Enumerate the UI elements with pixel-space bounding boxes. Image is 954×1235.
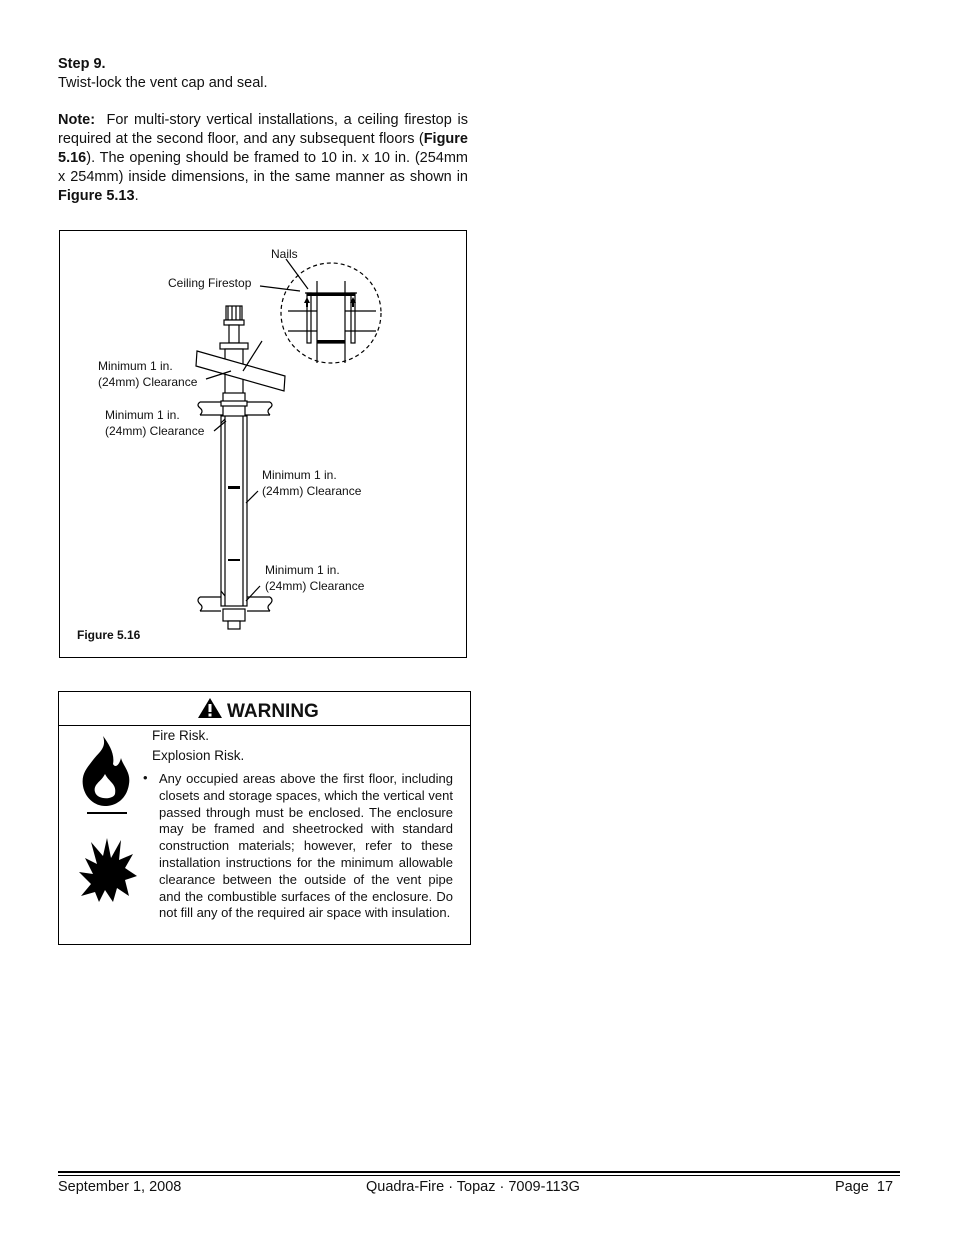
warning-bullet-text: Any occupied areas above the first floor, including closets and storage spaces, which the vertical vent passed through must be enclosed. The enclosure may be framed and sheetrocked with standard construction materials; however, refer to these installation instructions for the minimum allowable clearance between the outside of the vent pipe and the combustible surfaces of the enclosure. Do not fill any of the required air space with insulation. (159, 771, 453, 921)
explosion-risk-text: Explosion Risk. (152, 748, 245, 763)
note-text-1: For multi-story vertical installations, a ceiling firestop is required at the second floor, and any subsequent floors ( (58, 112, 468, 147)
nails-label: Nails (271, 247, 298, 261)
figure-reference-5-13: Figure 5.13 (58, 188, 135, 204)
figure-5-16 (59, 230, 467, 658)
warning-header (59, 692, 470, 726)
flame-icon (83, 736, 130, 814)
warning-title: WARNING (227, 701, 319, 722)
figure-reference-5-16: Figure 5.16 (58, 131, 468, 166)
step-text: Twist-lock the vent cap and seal. (58, 75, 268, 91)
note-text-2: ). The opening should be framed to 10 in. x 10 in. (254mm x 254mm) inside dimensions, in the same manner as shown in (58, 150, 468, 185)
note-label: Note: (58, 112, 96, 128)
clearance-label-2: Minimum 1 in. (24mm) Clearance (105, 408, 205, 438)
clearance-label-3: Minimum 1 in. (24mm) Clearance (262, 468, 362, 498)
note-paragraph (58, 111, 468, 206)
warning-box (58, 691, 471, 945)
step-9 (58, 55, 468, 93)
note-text-3: . (134, 188, 139, 204)
warning-triangle-icon (197, 697, 223, 719)
vent-installation-diagram (60, 231, 468, 659)
footer-page-number: Page 17 (835, 1179, 894, 1195)
footer-rule (58, 1171, 900, 1173)
hazard-icons (77, 734, 137, 914)
clearance-label-1: Minimum 1 in. (24mm) Clearance (98, 359, 198, 389)
footer-rule-thin (58, 1175, 900, 1176)
fire-risk-text: Fire Risk. (152, 728, 209, 743)
footer-document-id: Quadra-Fire · Topaz · 7009-113G (366, 1179, 580, 1195)
figure-caption: Figure 5.16 (77, 628, 141, 642)
explosion-icon (79, 838, 137, 902)
ceiling-firestop-label: Ceiling Firestop (168, 276, 252, 290)
bullet-icon: • (143, 770, 148, 785)
clearance-label-4: Minimum 1 in. (24mm) Clearance (265, 563, 365, 593)
step-heading: Step 9. (58, 56, 106, 72)
footer-date: September 1, 2008 (58, 1179, 182, 1195)
